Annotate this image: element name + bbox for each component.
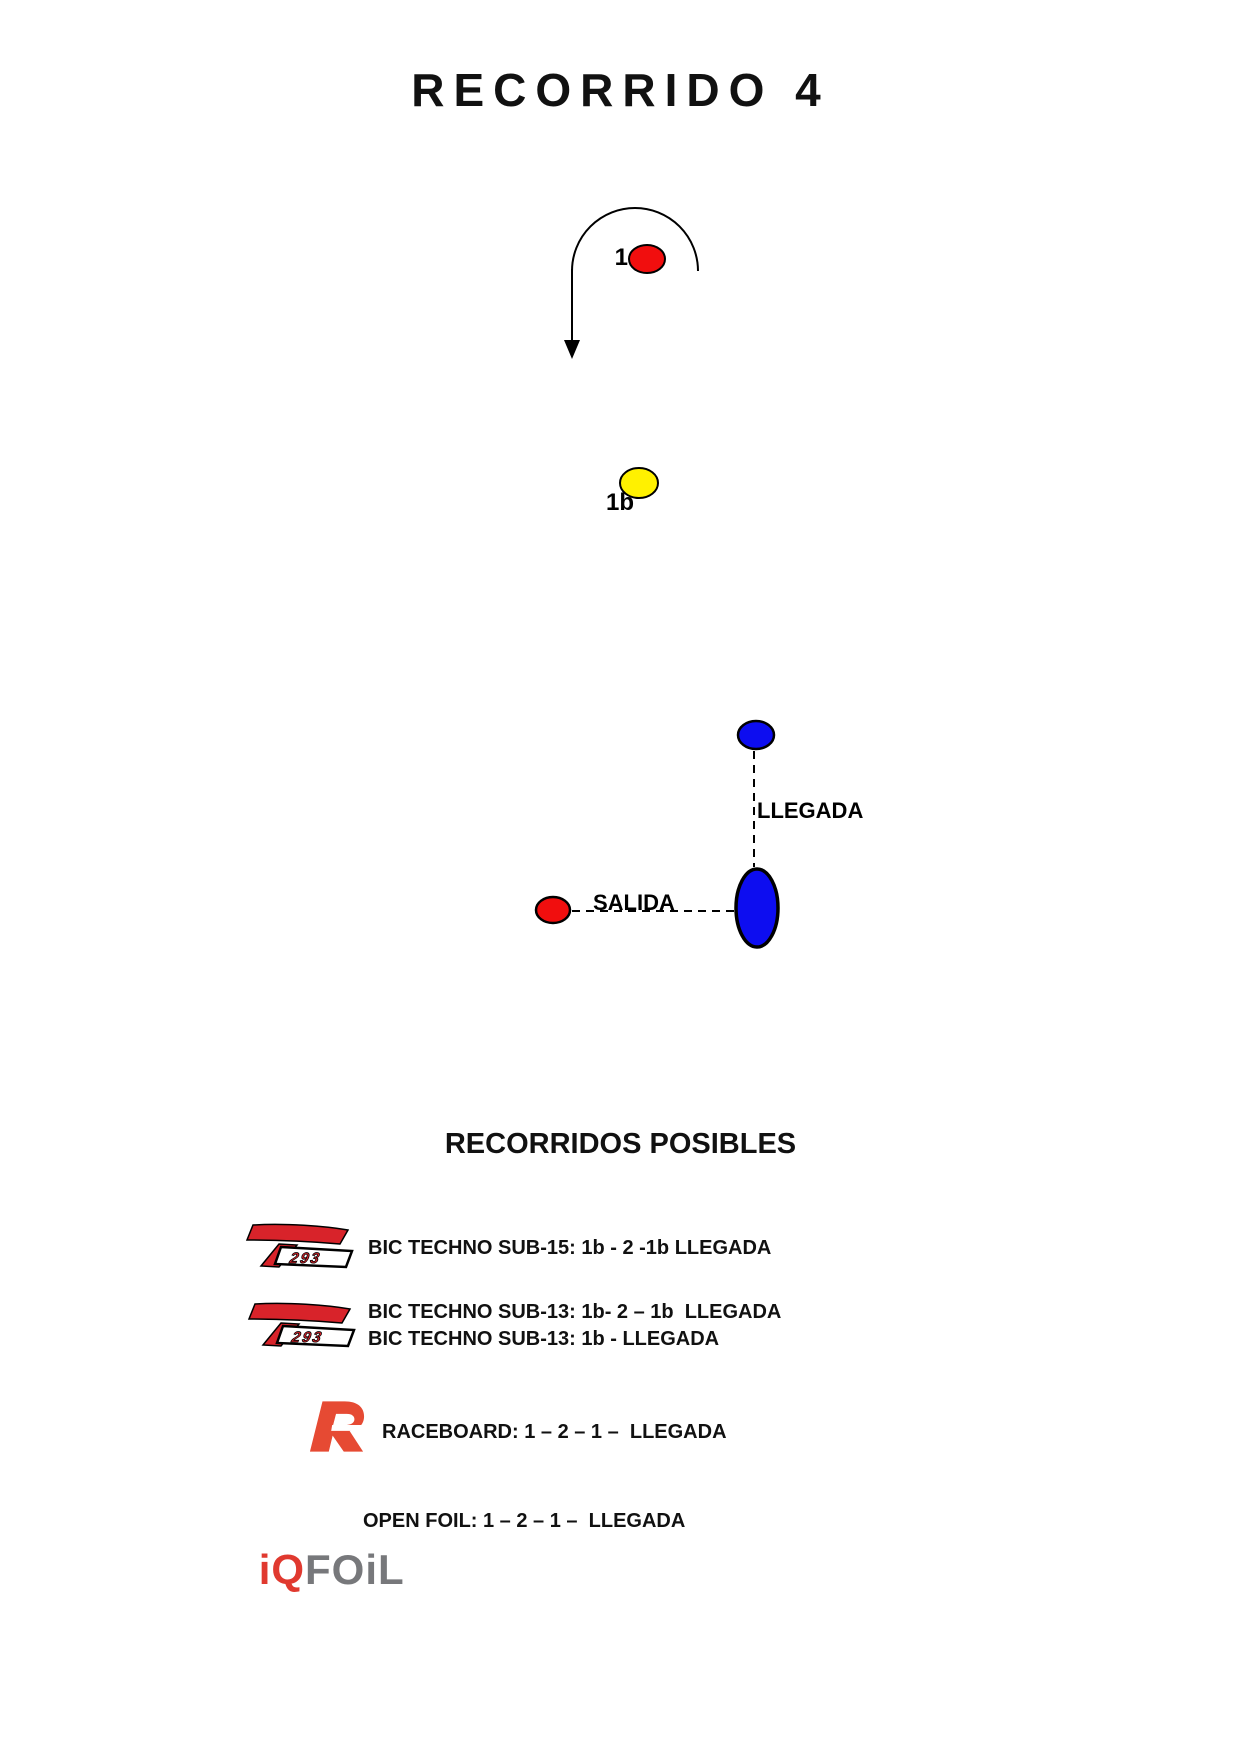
t293-top-blade — [249, 1303, 350, 1323]
course-line-sub15: BIC TECHNO SUB-15: 1b - 2 -1b LLEGADA — [368, 1237, 772, 1259]
finish-pin-mark — [738, 721, 774, 749]
start-label: SALIDA — [593, 890, 675, 915]
possible-courses-title: RECORRIDOS POSIBLES — [444, 1128, 797, 1160]
raceboard-r-slit — [331, 1425, 366, 1431]
bic-techno-293-logo — [245, 1221, 357, 1269]
t293-top-blade — [247, 1224, 348, 1244]
start-pin-mark — [536, 897, 570, 923]
course-line-sub13-a: BIC TECHNO SUB-13: 1b- 2 – 1b LLEGADA — [368, 1301, 782, 1323]
iqfoil-logo-foil: FOiL — [305, 1546, 405, 1593]
raceboard-logo — [308, 1399, 366, 1454]
course-line-sub13-b: BIC TECHNO SUB-13: 1b - LLEGADA — [368, 1328, 720, 1350]
mark-1 — [629, 245, 665, 273]
committee-boat — [736, 869, 778, 947]
t293-logo-text: 293 — [290, 1329, 325, 1346]
mark-1-label: 1 — [614, 244, 628, 271]
page-title: RECORRIDO 4 — [411, 64, 830, 116]
t293-logo-text: 293 — [288, 1250, 323, 1267]
course-line-raceboard: RACEBOARD: 1 – 2 – 1 – LLEGADA — [382, 1421, 727, 1443]
course-line-openfoil: OPEN FOIL: 1 – 2 – 1 – LLEGADA — [363, 1510, 686, 1532]
iqfoil-logo-iq: iQ — [258, 1546, 306, 1593]
rounding-arrow-head — [564, 340, 580, 359]
finish-label: LLEGADA — [757, 798, 864, 823]
bic-techno-293-logo — [247, 1300, 359, 1348]
mark-1b-label: 1b — [606, 489, 635, 516]
raceboard-r-counter — [333, 1414, 354, 1425]
